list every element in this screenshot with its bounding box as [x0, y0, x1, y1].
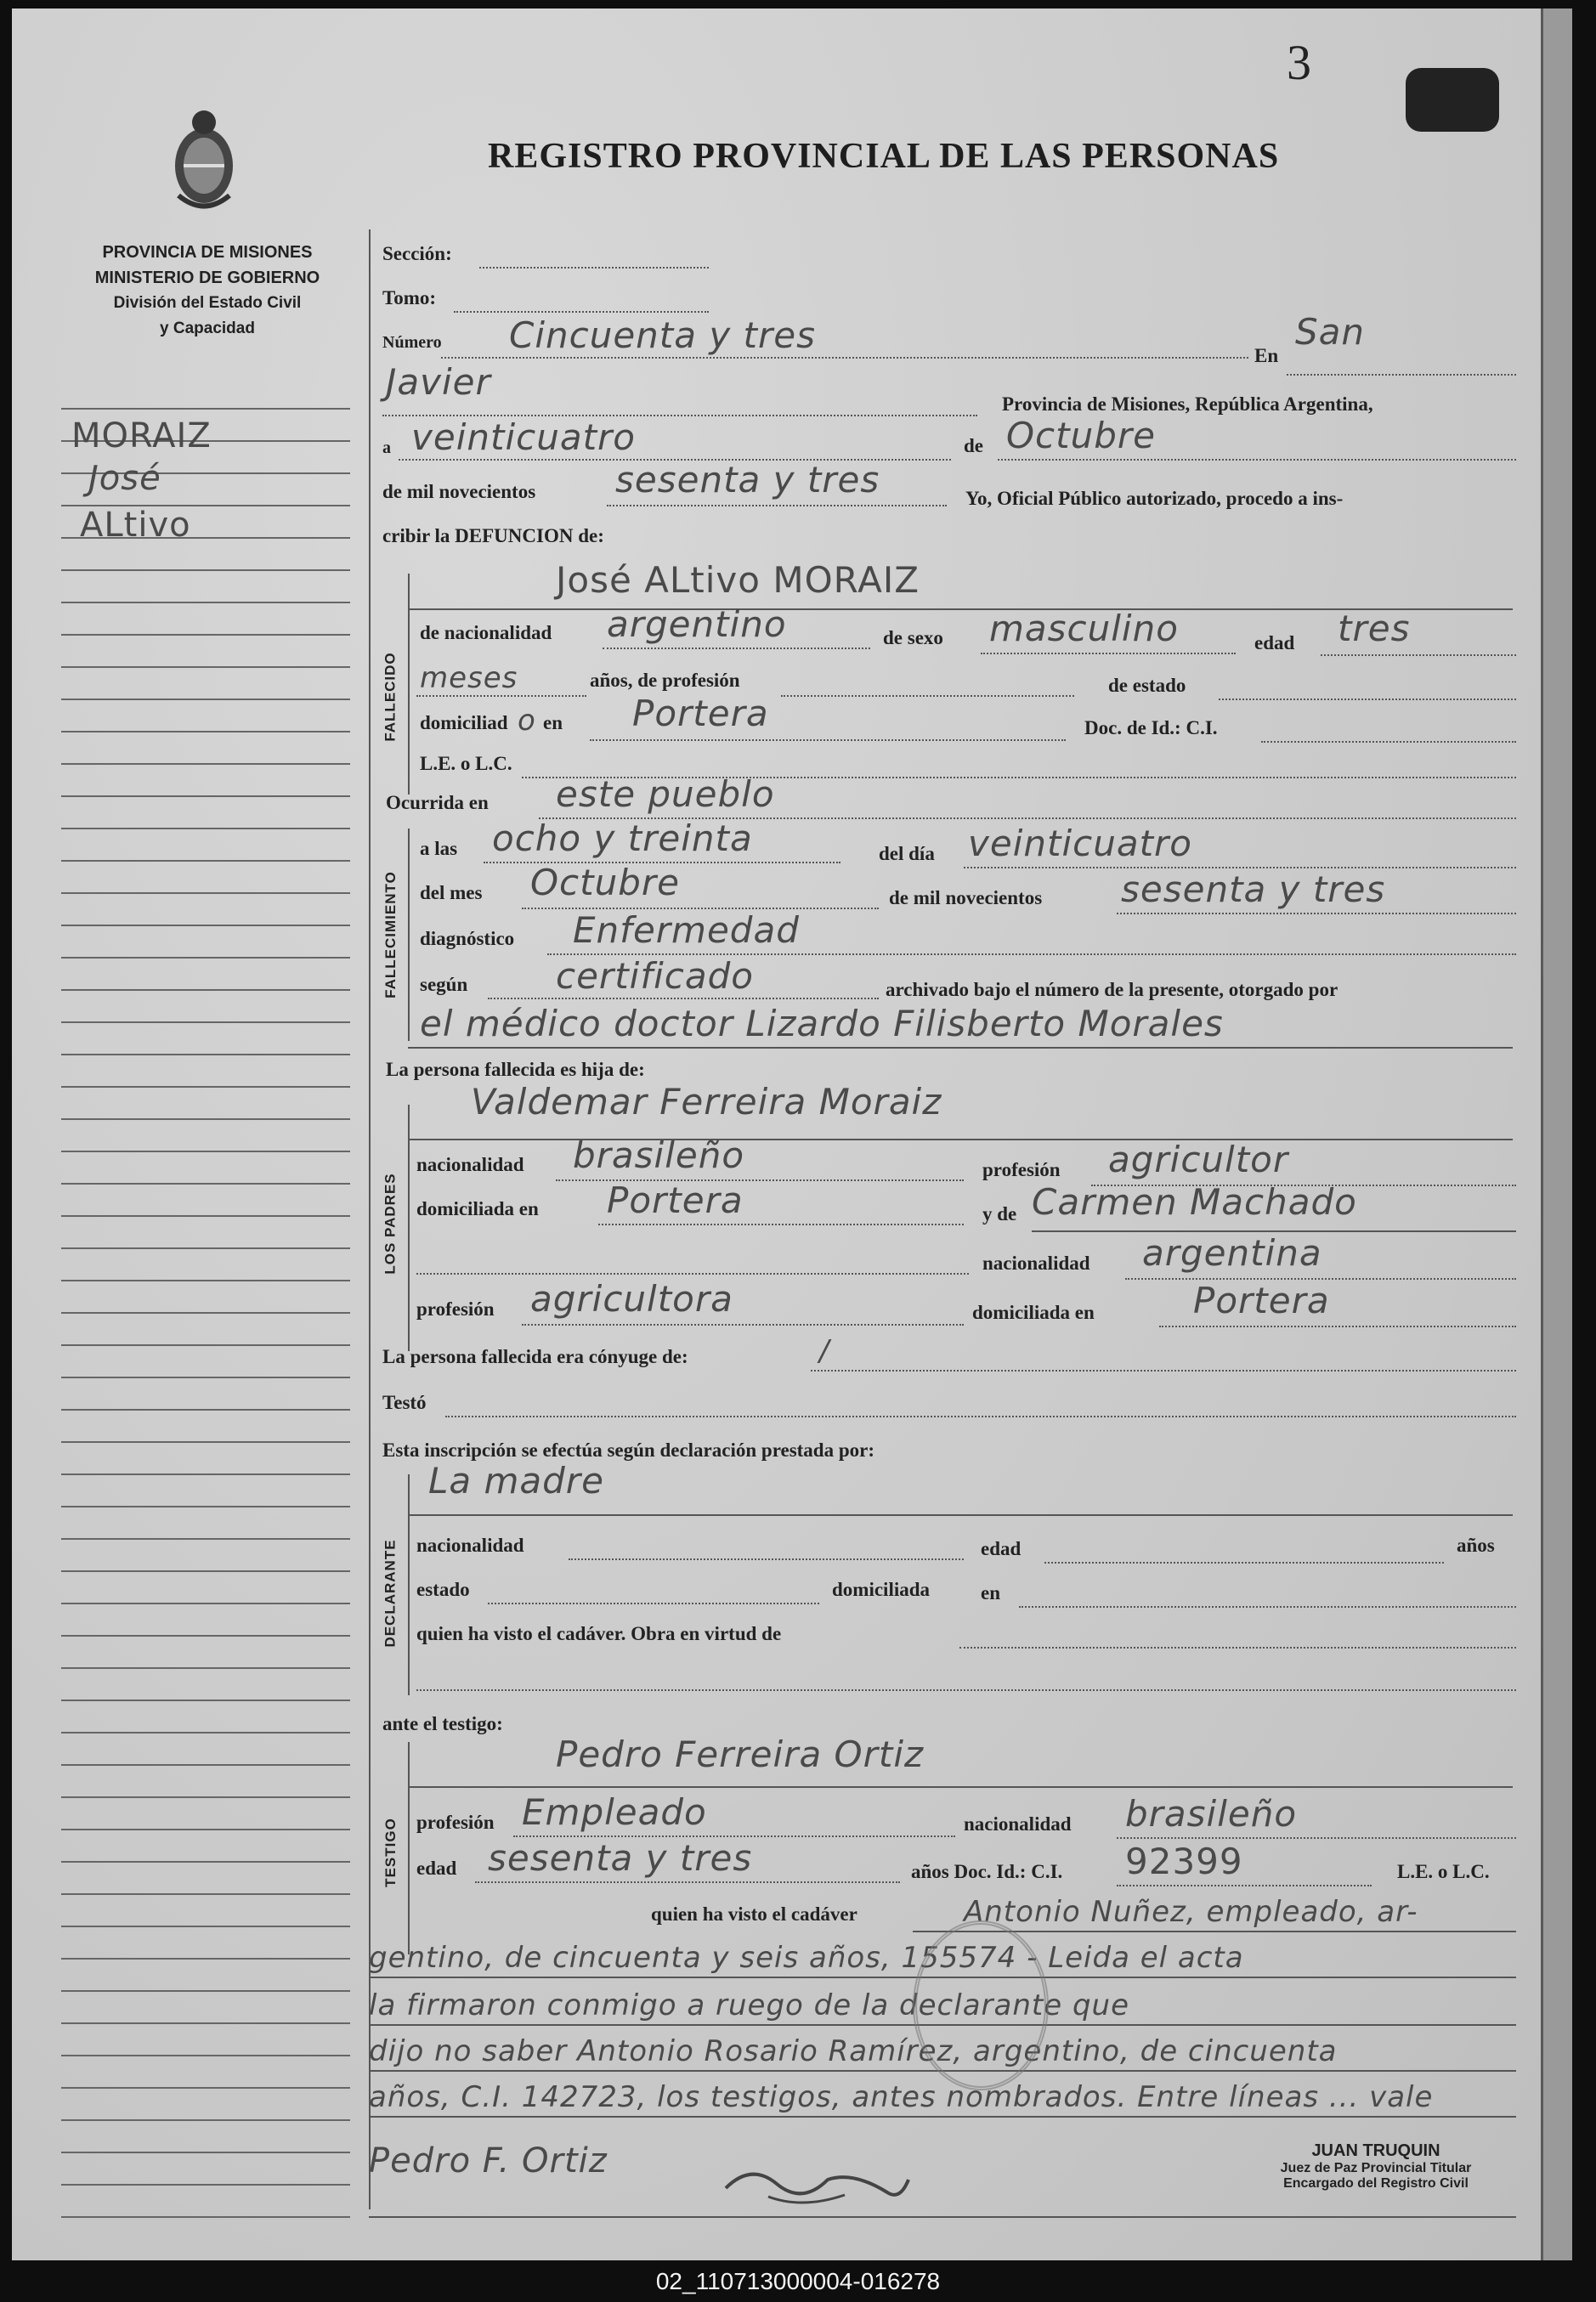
value-padre-nacionalidad: brasileño — [573, 1134, 745, 1176]
margin-ruled-line — [61, 1990, 350, 1992]
nacionalidad-line — [603, 648, 870, 649]
witness-signature: Pedro F. Ortiz — [369, 2141, 608, 2180]
value-madre-nacionalidad: argentina — [1142, 1232, 1322, 1274]
label-de-mil2: de mil novecientos — [889, 887, 1043, 908]
bottom-line — [369, 2216, 1516, 2218]
margin-ruled-line — [61, 1409, 350, 1411]
margin-ruled-line — [61, 1603, 350, 1604]
padres-blank-line — [416, 1273, 969, 1275]
margin-ruled-line — [61, 1312, 350, 1314]
margin-ruled-line — [61, 634, 350, 636]
label-padre-domicilio: domiciliada en — [416, 1198, 539, 1219]
value-domicilio-o: o — [518, 704, 536, 738]
section-label-testigo: TESTIGO — [382, 1818, 399, 1887]
margin-ruled-line — [61, 699, 350, 700]
label-archivado: archivado bajo el número de la presente, otorgado por — [886, 979, 1338, 1000]
margin-ruled-line — [61, 602, 350, 603]
margin-ruled-line — [61, 2184, 350, 2186]
redaction-mark — [1406, 68, 1499, 132]
margin-ruled-line — [61, 1893, 350, 1895]
margin-ruled-line — [61, 1151, 350, 1152]
value-testigo: Pedro Ferreira Ortiz — [556, 1734, 925, 1775]
margin-ruled-line — [61, 1086, 350, 1088]
segun-line — [488, 998, 879, 999]
label-testo: Testó — [382, 1392, 427, 1413]
label-test-visto: quien ha visto el cadáver — [651, 1903, 857, 1925]
value-domicilio: Portera — [632, 693, 769, 734]
label-decl-domiciliada: domiciliada — [832, 1579, 931, 1600]
label-test-le: L.E. o L.C. — [1397, 1861, 1490, 1882]
margin-ruled-line — [61, 1958, 350, 1960]
margin-ruled-line — [61, 828, 350, 829]
decl-estado-line — [488, 1603, 819, 1604]
province-name: PROVINCIA DE MISIONES — [102, 243, 313, 262]
label-padre-nacionalidad: nacionalidad — [416, 1154, 524, 1175]
margin-ruled-line — [61, 569, 350, 571]
margin-ruled-line — [61, 2055, 350, 2056]
value-edad: tres — [1338, 608, 1411, 649]
margin-note-surname: MORAIZ — [71, 416, 212, 455]
value-test-nacionalidad: brasileño — [1125, 1793, 1298, 1835]
value-hora: ocho y treinta — [492, 817, 753, 859]
section-label-declarante: DECLARANTE — [382, 1539, 399, 1648]
declarante-line — [408, 1514, 1513, 1516]
label-estado: de estado — [1108, 675, 1186, 696]
label-de: de — [964, 435, 983, 456]
official-signature-scribble — [717, 2146, 913, 2214]
decl-extra-line — [416, 1689, 1516, 1691]
margin-ruled-line — [61, 892, 350, 894]
value-ocurrida: este pueblo — [556, 773, 775, 815]
sexo-line — [981, 653, 1236, 654]
margin-ruled-line — [61, 2119, 350, 2121]
margin-ruled-line — [61, 1570, 350, 1572]
label-decl-en: en — [981, 1582, 1000, 1603]
margin-ruled-line — [61, 1054, 350, 1055]
label-decl-anos: años — [1457, 1535, 1495, 1556]
label-ante-testigo: ante el testigo: — [382, 1713, 503, 1734]
padre-domicilio-line — [598, 1224, 964, 1225]
seccion-line — [479, 267, 709, 269]
document-page — [12, 8, 1572, 2260]
label-conyuge: La persona fallecida era cónyuge de: — [382, 1346, 688, 1367]
label-numero: Número — [382, 333, 442, 352]
label-edad: edad — [1254, 632, 1295, 653]
margin-ruled-line — [61, 763, 350, 765]
label-tomo: Tomo: — [382, 287, 437, 308]
edad-unidad-line — [416, 695, 586, 697]
label-padre-profesion: profesión — [982, 1159, 1061, 1180]
margin-ruled-line — [61, 2022, 350, 2024]
estado-line — [1219, 699, 1516, 700]
madre-profesion-line — [522, 1324, 964, 1326]
doc-id-line — [1261, 741, 1516, 743]
label-test-profesion: profesión — [416, 1812, 495, 1833]
registry-seal-stamp — [913, 1920, 1049, 2090]
section-label-fallecimiento: FALLECIMIENTO — [382, 871, 399, 998]
division-name-2: y Capacidad — [160, 320, 255, 337]
margin-ruled-line — [61, 1377, 350, 1378]
official-signature-block — [1236, 2141, 1516, 2192]
label-a: a — [382, 438, 391, 457]
margin-ruled-line — [61, 1506, 350, 1507]
medico-line — [408, 1047, 1513, 1049]
edad-line — [1321, 654, 1516, 656]
value-anio2: sesenta y tres — [1121, 868, 1386, 910]
section-label-fallecido: FALLECIDO — [382, 652, 399, 742]
margin-ruled-line — [61, 1441, 350, 1443]
label-decl-visto: quien ha visto el cadáver. Obra en virtud de — [416, 1623, 782, 1644]
label-ocurrida: Ocurrida en — [386, 792, 489, 813]
madre-domicilio-line — [1159, 1326, 1516, 1327]
label-diagnostico: diagnóstico — [420, 928, 515, 949]
label-decl-nacionalidad: nacionalidad — [416, 1535, 524, 1556]
label-del-dia: del día — [879, 843, 935, 864]
label-de-mil: de mil novecientos — [382, 481, 536, 502]
decl-visto-line — [959, 1647, 1516, 1649]
profesion-line — [781, 695, 1074, 697]
decl-nacionalidad-line — [569, 1558, 964, 1560]
value-conyuge: / — [819, 1334, 830, 1368]
label-sexo: de sexo — [883, 627, 943, 648]
label-en: En — [1254, 345, 1279, 366]
margin-ruled-line — [61, 1183, 350, 1185]
margin-ruled-line — [61, 1280, 350, 1281]
margin-ruled-line — [61, 731, 350, 732]
domicilio-line — [590, 739, 1066, 741]
margin-ruled-line — [61, 2216, 350, 2218]
testo-line — [445, 1416, 1516, 1417]
label-y-de: y de — [982, 1203, 1017, 1225]
label-cribir: cribir la DEFUNCION de: — [382, 525, 604, 546]
value-edad-unidad: meses — [420, 661, 518, 695]
label-hija-de: La persona fallecida es hija de: — [386, 1059, 645, 1080]
margin-ruled-line — [61, 795, 350, 797]
value-segun: certificado — [556, 955, 754, 997]
margin-ruled-line — [61, 1667, 350, 1669]
margin-ruled-line — [61, 1796, 350, 1798]
value-padre-domicilio: Portera — [607, 1179, 744, 1221]
margin-ruled-line — [61, 2152, 350, 2153]
label-seccion: Sección: — [382, 243, 452, 264]
label-en2: en — [543, 712, 563, 733]
label-domiciliado: domiciliad — [420, 712, 508, 733]
value-madre-domicilio: Portera — [1193, 1280, 1330, 1321]
value-obs-5: años, C.I. 142723, los testigos, antes nombrados. Entre líneas ... vale — [369, 2080, 1434, 2114]
margin-ruled-line — [61, 2087, 350, 2089]
label-test-nacionalidad: nacionalidad — [964, 1813, 1072, 1835]
value-nombre: José ALtivo MORAIZ — [556, 559, 920, 601]
label-segun: según — [420, 974, 468, 995]
value-padre: Valdemar Ferreira Moraiz — [471, 1081, 942, 1123]
margin-ruled-line — [61, 1829, 350, 1830]
margin-ruled-line — [61, 860, 350, 862]
en-line — [1287, 374, 1516, 376]
value-medico: el médico doctor Lizardo Filisberto Morales — [420, 1003, 1224, 1044]
value-en-cont: Javier — [386, 361, 491, 403]
label-del-mes: del mes — [420, 882, 483, 903]
value-madre: Carmen Machado — [1032, 1181, 1357, 1223]
margin-ruled-line — [61, 925, 350, 926]
ministry-name: MINISTERIO DE GOBIERNO — [94, 269, 320, 287]
binding-spine — [1541, 8, 1572, 2260]
value-anio: sesenta y tres — [615, 459, 880, 501]
margin-ruled-line — [61, 1021, 350, 1023]
label-doc-id: Doc. de Id.: C.I. — [1084, 717, 1218, 738]
margin-ruled-line — [61, 1538, 350, 1540]
official-title-1: Juez de Paz Provincial Titular — [1280, 2161, 1472, 2175]
value-mes: Octubre — [1006, 415, 1157, 456]
value-nacionalidad: argentino — [607, 603, 787, 645]
margin-ruled-line — [61, 666, 350, 668]
label-inscripcion: Esta inscripción se efectúa según declaración prestada por: — [382, 1439, 875, 1461]
margin-ruled-line — [61, 1344, 350, 1346]
conyuge-line — [811, 1370, 1516, 1372]
value-en: San — [1295, 311, 1366, 353]
margin-ruled-line — [61, 1732, 350, 1734]
testigo-bracket — [408, 1742, 410, 1954]
value-sexo: masculino — [989, 608, 1179, 649]
label-test-edad: edad — [416, 1858, 457, 1879]
value-del-dia: veinticuatro — [968, 823, 1192, 864]
label-provincia: Provincia de Misiones, República Argentina, — [1002, 393, 1373, 415]
margin-ruled-line — [61, 1247, 350, 1249]
label-test-anos-doc: años Doc. Id.: C.I. — [911, 1861, 1063, 1882]
fallecimiento-bracket — [408, 829, 410, 1041]
margin-ruled-line — [61, 1215, 350, 1217]
value-obs-1: Antonio Nuñez, empleado, ar- — [964, 1895, 1418, 1929]
margin-ruled-line — [61, 1118, 350, 1120]
margin-ruled-line — [61, 1635, 350, 1637]
label-anos-profesion: años, de profesión — [590, 670, 740, 691]
division-name: División del Estado Civil — [113, 294, 302, 312]
value-padre-profesion: agricultor — [1108, 1139, 1289, 1180]
value-obs-2: gentino, de cincuenta y seis años, 155574 - Leida el acta — [369, 1941, 1244, 1975]
margin-note-name: José — [88, 459, 161, 498]
value-declarante: La madre — [428, 1460, 604, 1502]
official-name: JUAN TRUQUIN — [1311, 2141, 1440, 2160]
numero-line — [441, 357, 1248, 359]
section-label-padres: LOS PADRES — [382, 1173, 399, 1275]
value-test-ci: 92399 — [1125, 1841, 1243, 1882]
anio2-line — [1117, 913, 1516, 914]
anio-line — [607, 505, 947, 506]
margin-ruled-line — [61, 1926, 350, 1927]
issuer-block — [54, 240, 360, 342]
page-number: 3 — [1287, 35, 1311, 90]
declarante-bracket — [408, 1474, 410, 1695]
value-diagnostico: Enfermedad — [573, 909, 800, 951]
document-title: REGISTRO PROVINCIAL DE LAS PERSONAS — [488, 137, 1280, 176]
label-decl-edad: edad — [981, 1538, 1022, 1559]
label-yo: Yo, Oficial Público autorizado, procedo a ins- — [965, 488, 1344, 509]
value-test-edad: sesenta y tres — [488, 1837, 753, 1879]
decl-edad-line — [1044, 1562, 1444, 1564]
decl-en-line — [1019, 1606, 1516, 1608]
margin-ruled-line — [61, 1764, 350, 1766]
margin-ruled-line — [61, 957, 350, 959]
padres-bracket — [408, 1105, 410, 1351]
label-madre-domicilio: domiciliada en — [972, 1302, 1095, 1323]
margin-ruled-line — [61, 1861, 350, 1863]
test-edad-line — [475, 1881, 900, 1883]
margin-ruled-line — [61, 408, 350, 410]
test-ci-line — [1117, 1885, 1372, 1886]
testigo-line — [408, 1786, 1513, 1788]
official-title-2: Encargado del Registro Civil — [1283, 2176, 1469, 2191]
value-obs-4: dijo no saber Antonio Rosario Ramírez, argentino, de cincuenta — [369, 2034, 1338, 2068]
value-numero: Cincuenta y tres — [509, 314, 817, 356]
label-madre-profesion: profesión — [416, 1298, 495, 1320]
margin-note-second-name: ALtivo — [80, 506, 191, 545]
form-left-border — [369, 229, 371, 2209]
value-test-profesion: Empleado — [522, 1791, 707, 1833]
obs-line-5 — [369, 2116, 1516, 2118]
value-dia: veinticuatro — [411, 416, 636, 458]
label-decl-estado: estado — [416, 1579, 470, 1600]
tomo-line — [454, 311, 709, 313]
margin-ruled-line — [61, 1700, 350, 1701]
coat-of-arms-emblem — [161, 93, 246, 221]
value-del-mes: Octubre — [530, 862, 681, 903]
value-madre-profesion: agricultora — [530, 1278, 733, 1320]
label-madre-nacionalidad: nacionalidad — [982, 1253, 1090, 1274]
margin-ruled-line — [61, 1473, 350, 1475]
test-nacionalidad-line — [1117, 1837, 1516, 1839]
margin-ruled-line — [61, 989, 350, 991]
value-obs-3: la firmaron conmigo a ruego de la declarante que — [369, 1988, 1129, 2022]
mes-line — [998, 459, 1516, 461]
image-identifier-footer: 02_110713000004-016278 — [655, 2268, 941, 2294]
label-le-lc: L.E. o L.C. — [420, 753, 512, 774]
label-a-las: a las — [420, 838, 458, 859]
fallecido-bracket — [408, 574, 410, 795]
label-nacionalidad: de nacionalidad — [420, 622, 552, 643]
